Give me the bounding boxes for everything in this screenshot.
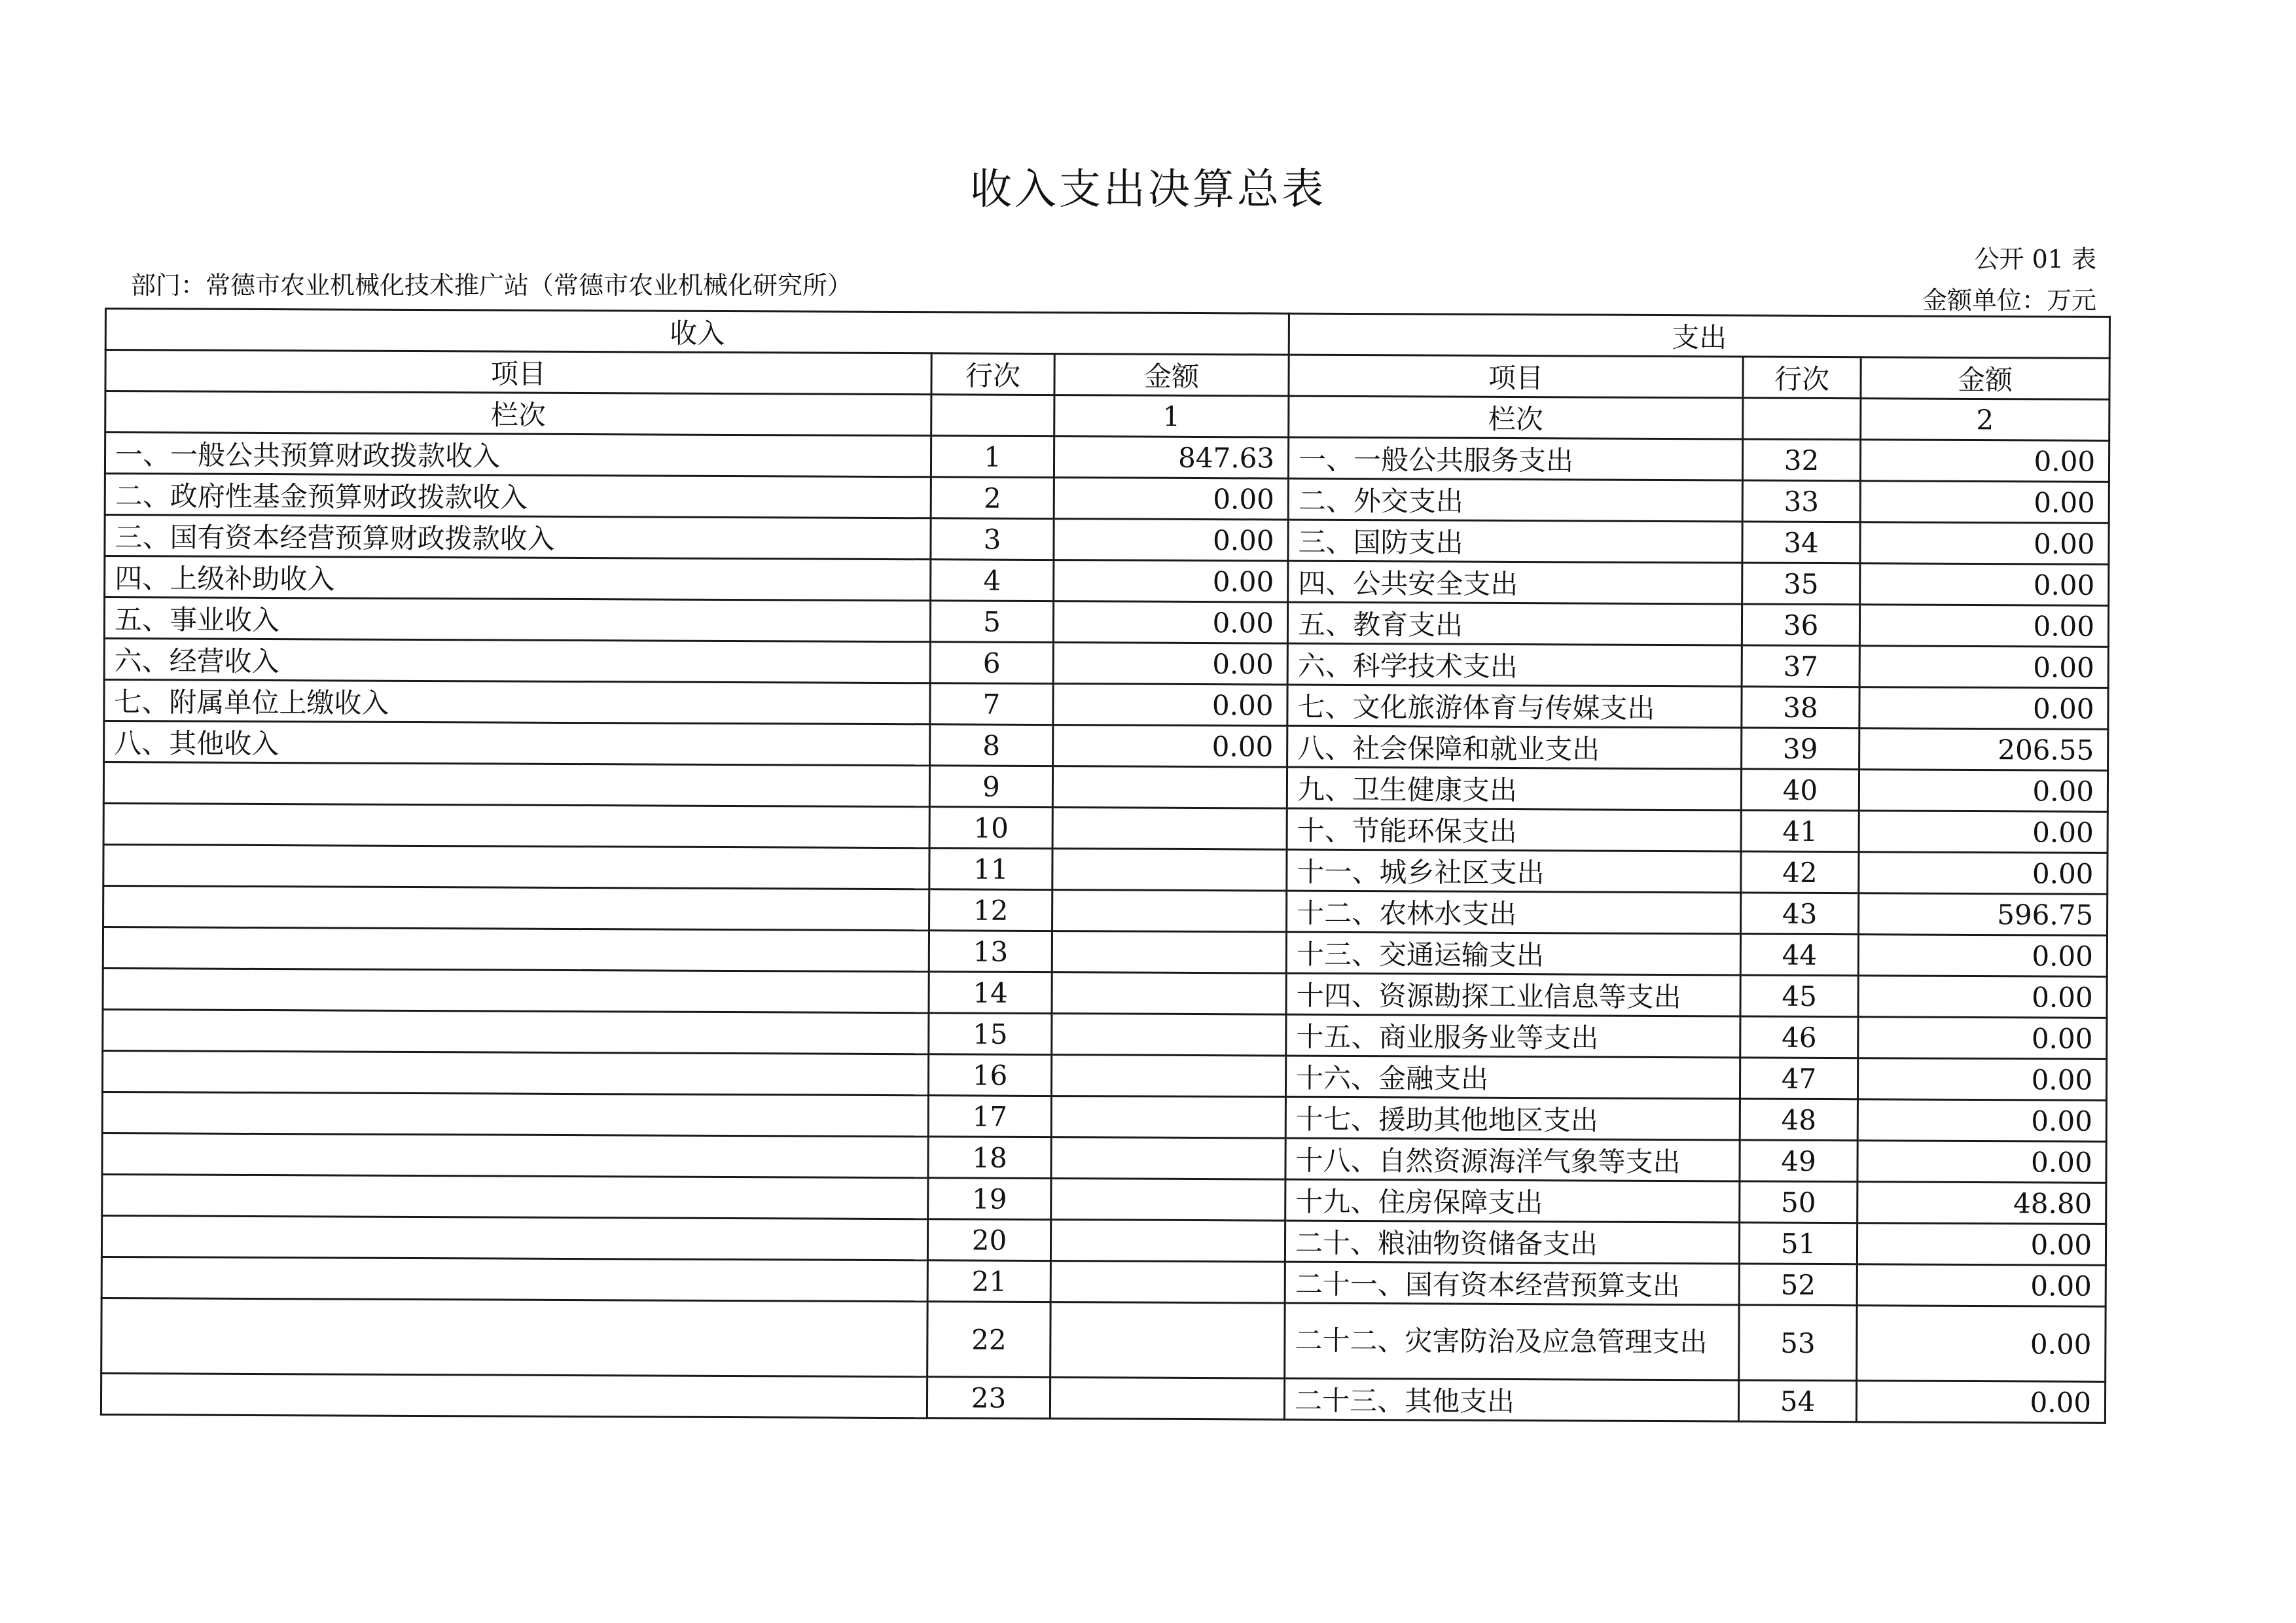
expense-line-cell: 41	[1741, 810, 1859, 852]
income-amount-cell	[1051, 1179, 1285, 1221]
income-line-cell: 4	[931, 560, 1054, 601]
table-row	[101, 1298, 2106, 1382]
income-item-header: 项目	[105, 350, 931, 395]
expense-amount-cell: 0.00	[1857, 1099, 2106, 1142]
income-amount-index: 1	[1054, 395, 1289, 437]
income-item-cell	[103, 1009, 929, 1054]
income-item-cell: 二、政府性基金预算财政拨款收入	[105, 474, 931, 518]
expense-amount-cell: 0.00	[1857, 1141, 2106, 1183]
expense-amount-cell: 0.00	[1857, 1264, 2106, 1307]
income-amount-cell: 0.00	[1053, 684, 1287, 726]
expense-amount-cell: 0.00	[1859, 811, 2108, 853]
income-amount-cell	[1052, 849, 1287, 891]
expense-amount-cell: 596.75	[1859, 893, 2108, 936]
expense-line-cell: 46	[1740, 1016, 1858, 1058]
income-amount-cell	[1052, 1014, 1286, 1056]
income-line-cell: 19	[928, 1178, 1051, 1220]
expense-amount-cell: 0.00	[1858, 1017, 2107, 1060]
expense-line-cell: 51	[1739, 1222, 1857, 1264]
expense-line-cell: 47	[1740, 1058, 1857, 1099]
income-amount-cell: 0.00	[1053, 601, 1287, 643]
expense-item-cell: 十五、商业服务业等支出	[1286, 1014, 1740, 1058]
income-amount-cell	[1051, 1096, 1285, 1138]
expense-item-cell: 八、社会保障和就业支出	[1287, 726, 1742, 769]
income-amount-cell: 847.63	[1054, 437, 1288, 478]
income-amount-cell: 0.00	[1053, 643, 1287, 685]
income-line-cell: 10	[929, 807, 1052, 849]
expense-item-cell: 二十、粮油物资储备支出	[1285, 1221, 1739, 1264]
income-amount-cell: 0.00	[1054, 560, 1288, 602]
expense-amount-cell: 0.00	[1860, 481, 2109, 524]
expense-amount-cell: 48.80	[1857, 1182, 2106, 1224]
income-item-cell: 七、附属单位上缴收入	[104, 680, 930, 724]
income-line-cell: 16	[928, 1054, 1051, 1096]
income-item-cell	[101, 1298, 927, 1376]
expense-item-cell: 二十一、国有资本经营预算支出	[1285, 1262, 1739, 1305]
income-amount-cell	[1050, 1220, 1285, 1262]
income-amount-cell: 0.00	[1053, 725, 1287, 767]
expense-item-cell: 十九、住房保障支出	[1285, 1179, 1740, 1222]
expense-amount-cell: 0.00	[1856, 1381, 2105, 1423]
expense-line-cell: 54	[1738, 1380, 1856, 1422]
income-line-cell: 15	[929, 1013, 1052, 1055]
income-line-index	[931, 395, 1054, 437]
expense-item-cell: 二、外交支出	[1288, 478, 1742, 522]
expense-line-cell: 48	[1740, 1099, 1857, 1141]
income-item-cell: 四、上级补助收入	[105, 556, 931, 601]
income-line-cell: 23	[927, 1377, 1050, 1419]
income-amount-cell	[1052, 766, 1287, 808]
income-amount-cell	[1050, 1378, 1284, 1419]
income-line-cell: 2	[931, 477, 1054, 519]
expense-line-cell: 49	[1740, 1140, 1857, 1182]
table-row	[101, 1373, 2105, 1423]
expense-amount-cell: 0.00	[1859, 770, 2108, 812]
income-line-cell: 18	[928, 1137, 1051, 1179]
expense-line-cell: 34	[1742, 522, 1860, 563]
expense-item-cell: 十二、农林水支出	[1287, 891, 1741, 934]
income-item-cell	[103, 885, 929, 930]
expense-item-cell: 十六、金融支出	[1285, 1056, 1740, 1099]
expense-amount-cell: 0.00	[1859, 605, 2108, 647]
expense-line-header: 行次	[1743, 357, 1861, 399]
income-line-cell: 17	[928, 1096, 1051, 1137]
income-line-cell: 14	[929, 972, 1052, 1014]
income-amount-cell	[1052, 890, 1287, 932]
expense-line-cell: 42	[1741, 851, 1859, 893]
expense-item-cell: 六、科学技术支出	[1287, 643, 1742, 687]
income-amount-cell	[1052, 972, 1286, 1014]
income-item-cell	[102, 1050, 928, 1095]
income-item-cell	[101, 1373, 927, 1418]
expense-amount-cell: 0.00	[1859, 852, 2108, 895]
income-index-label: 栏次	[105, 391, 931, 436]
income-amount-cell	[1050, 1302, 1285, 1378]
expense-line-cell: 35	[1742, 563, 1860, 605]
expense-amount-cell: 0.00	[1857, 1306, 2106, 1382]
expense-line-cell: 37	[1742, 645, 1859, 687]
expense-item-cell: 十三、交通运输支出	[1286, 932, 1740, 975]
expense-item-cell: 十一、城乡社区支出	[1287, 849, 1741, 893]
income-line-cell: 3	[931, 518, 1054, 560]
expense-amount-cell: 0.00	[1857, 1058, 2106, 1101]
expense-line-cell: 32	[1742, 439, 1860, 481]
expense-item-cell: 四、公共安全支出	[1288, 561, 1742, 604]
income-line-cell: 12	[929, 889, 1052, 931]
income-expense-table	[100, 308, 2111, 1424]
income-line-cell: 20	[927, 1219, 1050, 1261]
income-line-cell: 9	[929, 766, 1052, 808]
expense-line-cell: 45	[1740, 975, 1858, 1017]
income-amount-cell: 0.00	[1054, 519, 1288, 561]
income-amount-cell: 0.00	[1054, 478, 1288, 520]
expense-line-cell: 40	[1741, 769, 1859, 811]
expense-item-cell: 十、节能环保支出	[1287, 808, 1741, 851]
expense-line-cell: 33	[1742, 480, 1860, 522]
expense-index-label: 栏次	[1289, 396, 1743, 439]
expense-item-cell: 三、国防支出	[1288, 520, 1742, 563]
page-title: 收入支出决算总表	[970, 166, 1326, 214]
expense-amount-cell: 0.00	[1858, 935, 2107, 977]
expense-section-header: 支出	[1289, 313, 2109, 358]
income-item-cell: 五、事业收入	[104, 597, 930, 642]
amount-unit-label: 金额单位：万元	[1922, 286, 2096, 315]
department-label: 部门：常德市农业机械化技术推广站（常德市农业机械化研究所）	[131, 271, 853, 300]
expense-line-cell: 36	[1742, 604, 1859, 646]
table-body	[101, 433, 2109, 1423]
expense-item-cell: 五、教育支出	[1287, 602, 1742, 645]
income-line-cell: 5	[930, 601, 1053, 643]
expense-item-cell: 七、文化旅游体育与传媒支出	[1287, 685, 1742, 728]
income-item-cell	[103, 968, 929, 1012]
income-item-cell: 一、一般公共预算财政拨款收入	[105, 433, 931, 477]
expense-item-cell: 九、卫生健康支出	[1287, 767, 1741, 810]
income-line-cell: 21	[927, 1260, 1050, 1302]
expense-line-cell: 44	[1740, 934, 1858, 976]
income-item-cell	[102, 1133, 928, 1177]
income-item-cell	[101, 1257, 927, 1301]
income-item-cell	[103, 762, 929, 807]
income-line-cell: 1	[931, 436, 1054, 478]
income-line-cell: 13	[929, 931, 1052, 972]
expense-amount-cell: 0.00	[1858, 976, 2107, 1018]
expense-line-index	[1743, 398, 1861, 440]
expense-item-cell: 一、一般公共服务支出	[1288, 437, 1742, 480]
form-code: 公开 01 表	[1974, 245, 2096, 274]
expense-item-cell: 十四、资源勘探工业信息等支出	[1286, 973, 1740, 1016]
expense-line-cell: 38	[1742, 687, 1859, 728]
income-line-cell: 8	[930, 724, 1053, 766]
expense-amount-cell: 0.00	[1860, 563, 2109, 606]
expense-amount-cell: 0.00	[1859, 646, 2108, 688]
income-item-cell	[103, 844, 929, 889]
income-amount-header: 金额	[1054, 354, 1289, 396]
income-item-cell	[101, 1215, 927, 1260]
expense-item-cell: 二十二、灾害防治及应急管理支出	[1285, 1303, 1739, 1380]
income-section-header: 收入	[105, 309, 1289, 355]
expense-amount-cell: 206.55	[1859, 728, 2108, 771]
expense-amount-cell: 0.00	[1857, 1223, 2106, 1266]
income-amount-cell	[1050, 1261, 1285, 1303]
expense-amount-index: 2	[1861, 399, 2109, 441]
expense-line-cell: 53	[1739, 1305, 1857, 1381]
income-amount-cell	[1051, 1055, 1285, 1097]
expense-amount-cell: 0.00	[1860, 440, 2109, 482]
expense-item-cell: 十七、援助其他地区支出	[1285, 1097, 1740, 1140]
income-line-cell: 11	[929, 848, 1052, 890]
income-item-cell	[103, 803, 929, 847]
income-item-cell	[102, 1092, 928, 1136]
income-amount-cell	[1052, 931, 1286, 973]
income-amount-cell	[1051, 1137, 1285, 1179]
income-line-cell: 6	[930, 642, 1053, 684]
income-item-cell	[103, 927, 929, 971]
income-item-cell: 三、国有资本经营预算财政拨款收入	[105, 515, 931, 560]
expense-item-cell: 二十三、其他支出	[1284, 1378, 1738, 1421]
expense-item-cell: 十八、自然资源海洋气象等支出	[1285, 1138, 1740, 1181]
income-line-cell: 22	[927, 1302, 1050, 1378]
income-amount-cell	[1052, 808, 1287, 849]
expense-line-cell: 39	[1742, 728, 1859, 770]
expense-amount-cell: 0.00	[1859, 687, 2108, 730]
expense-line-cell: 50	[1740, 1181, 1857, 1223]
income-item-cell: 八、其他收入	[104, 721, 930, 766]
income-item-cell	[102, 1174, 928, 1219]
income-item-cell: 六、经营收入	[104, 639, 930, 683]
expense-item-header: 项目	[1289, 355, 1743, 398]
expense-line-cell: 52	[1739, 1264, 1857, 1306]
expense-line-cell: 43	[1741, 893, 1859, 935]
income-line-cell: 7	[930, 683, 1053, 725]
expense-amount-header: 金额	[1861, 357, 2109, 400]
income-line-header: 行次	[931, 353, 1054, 395]
expense-amount-cell: 0.00	[1860, 522, 2109, 565]
